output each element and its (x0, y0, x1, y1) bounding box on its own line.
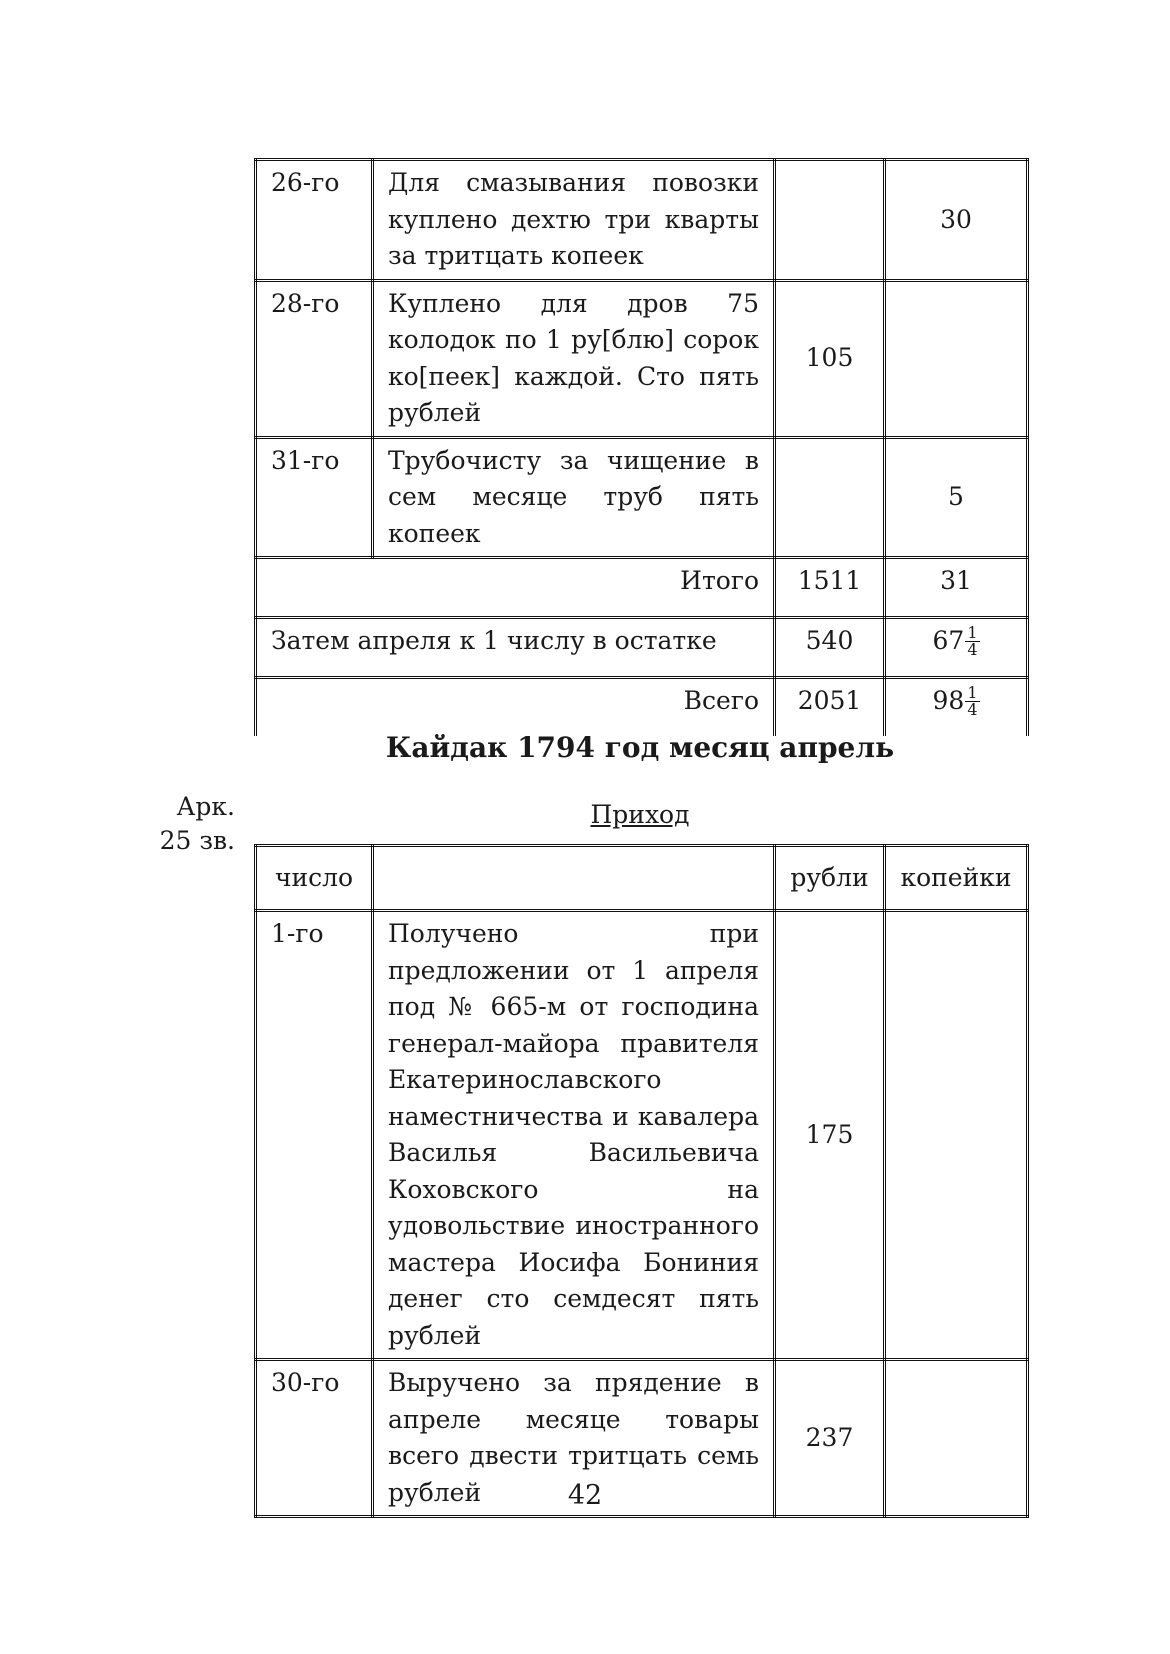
archive-reference (150, 790, 235, 858)
rubles-cell: 105 (775, 280, 885, 437)
kopecks-cell (885, 911, 1028, 1360)
fraction-numerator: 1 (967, 682, 978, 702)
remainder-label: Затем апреля к 1 числу в остатке (256, 618, 775, 678)
header-rubles: рубли (775, 846, 885, 911)
page-number: 42 (567, 1480, 603, 1511)
fraction (965, 622, 979, 659)
table-row (256, 911, 1028, 1360)
section-title: Приход (590, 800, 690, 829)
total-row (256, 558, 1028, 618)
archive-reference-line: Арк. (176, 792, 235, 821)
total-rubles: 1511 (775, 558, 885, 618)
description-cell: Трубочисту за чищение в сем месяце труб пять копеек (373, 437, 775, 558)
expense-table (254, 158, 1029, 736)
page-title: Кайдак 1794 год месяц апрель (385, 731, 895, 764)
rubles-cell (775, 437, 885, 558)
remainder-kopecks-whole: 67 (932, 626, 965, 655)
date-cell: 31-го (256, 437, 373, 558)
date-cell: 28-го (256, 280, 373, 437)
header-row (256, 846, 1028, 911)
date-cell: 26-го (256, 160, 373, 281)
fraction-numerator: 1 (967, 622, 978, 642)
remainder-kopecks (885, 618, 1028, 678)
description-cell: Для смазывания повозки куплено дехтю три кварты за тритцать копеек (373, 160, 775, 281)
table-row (256, 280, 1028, 437)
remainder-rubles: 540 (775, 618, 885, 678)
header-kopecks: копейки (885, 846, 1028, 911)
fraction (965, 682, 979, 719)
table-row (256, 437, 1028, 558)
rubles-cell: 175 (775, 911, 885, 1360)
kopecks-cell: 30 (885, 160, 1028, 281)
total-label: Итого (256, 558, 775, 618)
grand-total-label: Всего (256, 678, 775, 736)
description-cell: Получено при предложении от 1 апреля под № 665-м от господина генерал-майора правителя Екатеринославского наместничества и кавалера Василья Васильевича Коховского на удовольствие иностранного мастера Иосифа Бониния денег сто семдесят пять рублей (373, 911, 775, 1360)
fraction-denominator: 4 (967, 639, 978, 659)
total-kopecks: 31 (885, 558, 1028, 618)
grand-total-rubles: 2051 (775, 678, 885, 736)
description-cell: Выручено за прядение в апреле месяце товары всего двести тритцать семь рублей (373, 1360, 775, 1517)
grand-total-kopecks-whole: 98 (932, 686, 965, 715)
table-row (256, 160, 1028, 281)
kopecks-cell (885, 280, 1028, 437)
rubles-cell (775, 160, 885, 281)
date-cell: 1-го (256, 911, 373, 1360)
grand-total-row (256, 678, 1028, 736)
rubles-cell: 237 (775, 1360, 885, 1517)
archive-reference-line: 25 зв. (159, 826, 235, 855)
fraction-denominator: 4 (967, 699, 978, 719)
kopecks-cell: 5 (885, 437, 1028, 558)
header-date: число (256, 846, 373, 911)
date-cell: 30-го (256, 1360, 373, 1517)
remainder-row (256, 618, 1028, 678)
header-text (373, 846, 775, 911)
grand-total-kopecks (885, 678, 1028, 736)
income-table (254, 844, 1029, 1518)
description-cell: Куплено для дров 75 колодок по 1 ру[блю] сорок ко[пеек] каждой. Сто пять рублей (373, 280, 775, 437)
